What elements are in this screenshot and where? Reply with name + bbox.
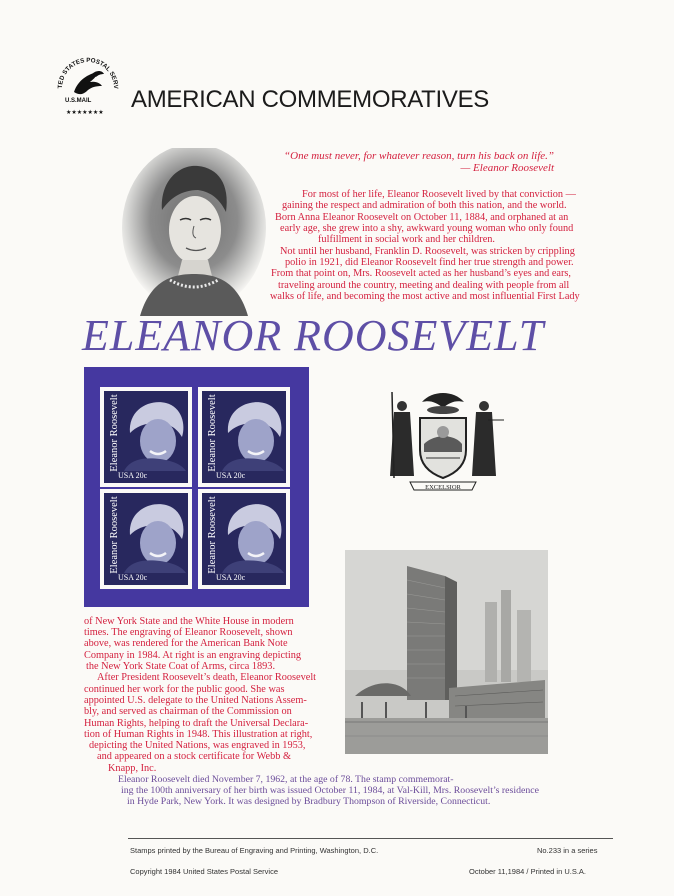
closing-line: Eleanor Roosevelt died November 7, 1962, at the age of 78. The stamp commemorat- bbox=[118, 774, 454, 785]
quote-text: “One must never, for whatever reason, turn his back on life.” bbox=[284, 150, 554, 162]
footer-copyright: Copyright 1984 United States Postal Service bbox=[130, 867, 278, 876]
stamp-name: Eleanor Roosevelt bbox=[109, 394, 120, 472]
stamp bbox=[100, 387, 192, 487]
stamp-name: Eleanor Roosevelt bbox=[109, 496, 120, 574]
eleanor-face-icon bbox=[120, 397, 188, 471]
footer-date: October 11,1984 / Printed in U.S.A. bbox=[469, 867, 587, 876]
eagle-icon bbox=[52, 50, 124, 122]
body-line: After President Roosevelt’s death, Eleanor Roosevelt bbox=[97, 672, 317, 683]
stamp bbox=[198, 387, 290, 487]
stamp-name: Eleanor Roosevelt bbox=[207, 496, 218, 574]
subject-title: ELEANOR ROOSEVELT bbox=[82, 311, 545, 360]
stamp-name: Eleanor Roosevelt bbox=[207, 394, 218, 472]
intro-line: traveling around the country, meeting and dealing with people from all bbox=[278, 280, 570, 291]
intro-line: polio in 1921, did Eleanor Roosevelt find her true strength and power. bbox=[285, 257, 574, 268]
stamp-value: USA 20c bbox=[118, 573, 148, 582]
body-line: bly, and served as chairman of the Commission on bbox=[84, 706, 292, 717]
body-line: the New York State Coat of Arms, circa 1893. bbox=[86, 661, 276, 672]
intro-line: gaining the respect and admiration of both this nation, and the world. bbox=[282, 200, 567, 211]
body-line: of New York State and the White House in modern bbox=[84, 616, 294, 627]
coat-of-arms-motto: EXCELSIOR bbox=[425, 484, 461, 491]
body-line: times. The engraving of Eleanor Roosevelt, shown bbox=[84, 627, 293, 638]
body-line: above, was rendered for the American Bank Note bbox=[84, 638, 288, 649]
body-line: depicting the United Nations, was engraved in 1953, bbox=[89, 740, 306, 751]
body-line: Company in 1984. At right is an engraving depicting bbox=[84, 650, 302, 661]
quote-author: — Eleanor Roosevelt bbox=[460, 162, 554, 174]
svg-text:★★★★★★★: ★★★★★★★ bbox=[66, 109, 104, 116]
stamp bbox=[198, 489, 290, 589]
intro-line: walks of life, and becoming the most active and most influential First Lady bbox=[270, 291, 580, 302]
intro-line: early age, she grew into a shy, awkward young woman who only found bbox=[280, 223, 574, 234]
seal-ring-text: TED STATES POSTAL SERV bbox=[56, 56, 120, 89]
stamp-value: USA 20c bbox=[216, 573, 246, 582]
footer-divider bbox=[128, 838, 613, 839]
body-line: Human Rights, helping to draft the Universal Declara- bbox=[84, 718, 309, 729]
stamp bbox=[100, 489, 192, 589]
body-line: Knapp, Inc. bbox=[108, 763, 157, 774]
intro-line: For most of her life, Eleanor Roosevelt lived by that conviction — bbox=[302, 189, 576, 200]
ny-coat-of-arms-engraving bbox=[378, 380, 508, 498]
body-line: tion of Human Rights in 1948. This illustration at right, bbox=[84, 729, 313, 740]
footer-series: No.233 in a series bbox=[537, 846, 598, 855]
body-line: continued her work for the public good. She was bbox=[84, 684, 285, 695]
seal-mail-text: U.S.MAIL bbox=[65, 98, 92, 104]
stamp-block bbox=[84, 367, 309, 607]
usps-seal bbox=[52, 50, 124, 122]
footer-printer: Stamps printed by the Bureau of Engraving and Printing, Washington, D.C. bbox=[130, 846, 379, 855]
intro-line: Born Anna Eleanor Roosevelt on October 11, 1884, and orphaned at an bbox=[275, 212, 569, 223]
body-line: and appeared on a stock certificate for Webb & bbox=[97, 751, 291, 762]
body-line: appointed U.S. delegate to the United Nations Assem- bbox=[84, 695, 307, 706]
eleanor-face-icon bbox=[218, 499, 286, 573]
stamp-value: USA 20c bbox=[216, 471, 246, 480]
closing-line: ing the 100th anniversary of her birth was issued October 11, 1984, at Val-Kill, Mrs. Roosevelt’s residence bbox=[121, 785, 539, 796]
closing-line: in Hyde Park, New York. It was designed by Bradbury Thompson of Riverside, Connecticut. bbox=[127, 796, 491, 807]
page-title: AMERICAN COMMEMORATIVES bbox=[131, 86, 490, 113]
intro-line: Not until her husband, Franklin D. Roosevelt, was stricken by crippling bbox=[280, 246, 575, 257]
intro-line: fulfillment in social work and her children. bbox=[318, 234, 495, 245]
eleanor-portrait-engraving bbox=[120, 148, 268, 316]
intro-line: From that point on, Mrs. Roosevelt acted as her husband’s eyes and ears, bbox=[271, 268, 571, 279]
united-nations-engraving bbox=[345, 550, 548, 754]
stamp-value: USA 20c bbox=[118, 471, 148, 480]
eleanor-face-icon bbox=[218, 397, 286, 471]
eleanor-face-icon bbox=[120, 499, 188, 573]
